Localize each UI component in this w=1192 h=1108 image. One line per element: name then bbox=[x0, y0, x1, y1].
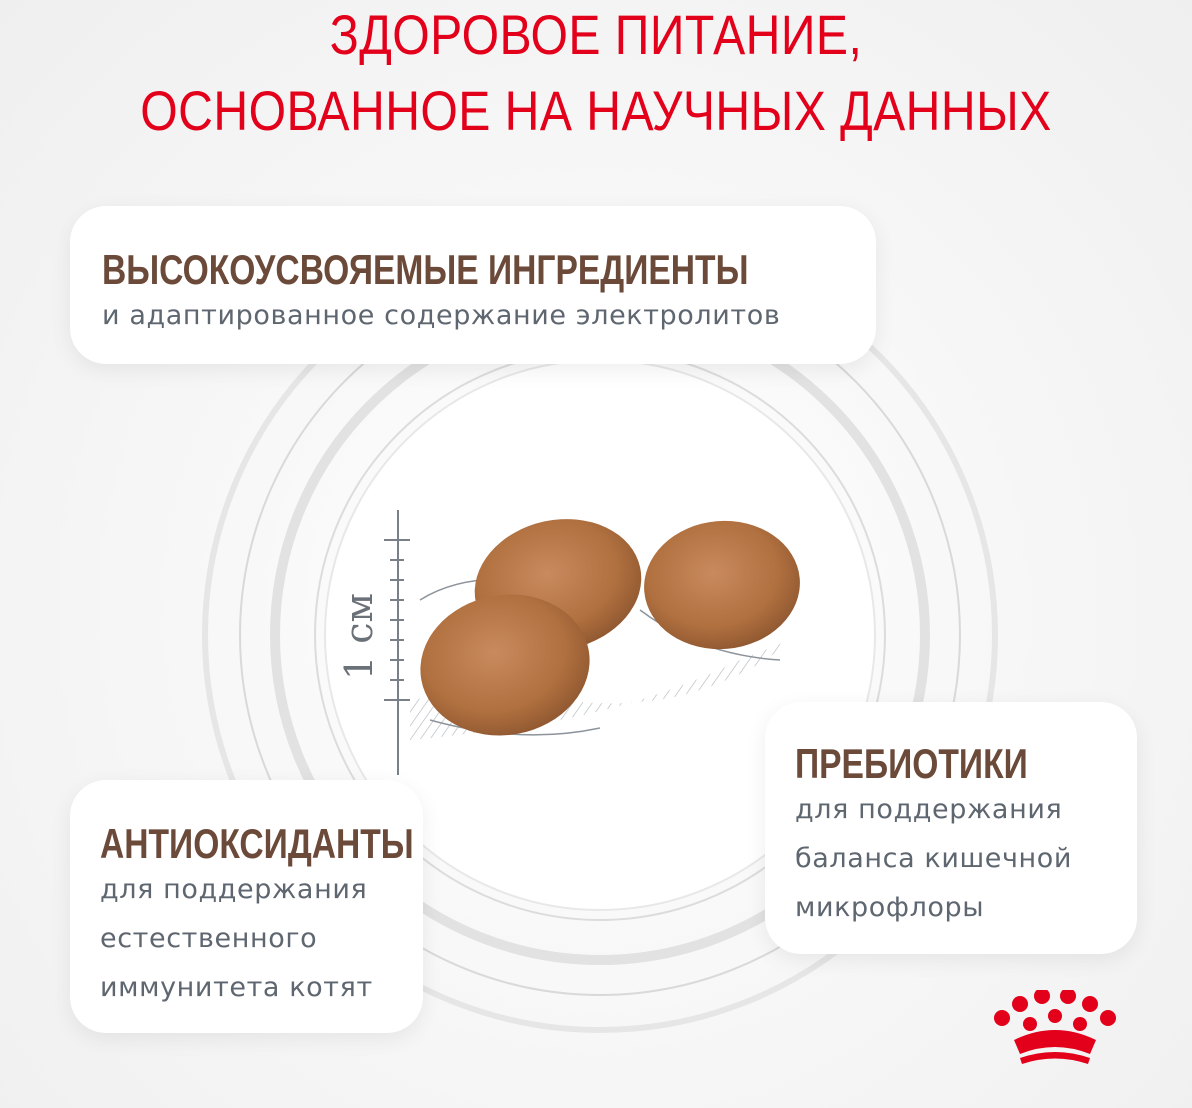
scale-label: 1 см bbox=[337, 592, 381, 680]
card-prebiotics-line-2: баланса кишечной bbox=[795, 843, 1073, 874]
card-prebiotics-line-3: микрофлоры bbox=[795, 892, 985, 923]
headline bbox=[0, 0, 1192, 170]
card-prebiotics-title: ПРЕБИОТИКИ bbox=[795, 740, 1028, 787]
card-antioxidants-line-3: иммунитета котят bbox=[100, 972, 373, 1003]
card-antioxidants bbox=[70, 780, 423, 1033]
card-antioxidants-line-2: естественного bbox=[100, 923, 318, 954]
card-antioxidants-line-1: для поддержания bbox=[100, 874, 368, 905]
card-ingredients-text: и адаптированное содержание электролитов bbox=[102, 300, 781, 331]
card-prebiotics-line-1: для поддержания bbox=[795, 794, 1063, 825]
crown-icon bbox=[990, 990, 1120, 1068]
card-antioxidants-title: АНТИОКСИДАНТЫ bbox=[100, 820, 414, 867]
headline-line-1: ЗДОРОВОЕ ПИТАНИЕ, bbox=[329, 3, 863, 66]
headline-line-2: ОСНОВАННОЕ НА НАУЧНЫХ ДАННЫХ bbox=[140, 79, 1052, 142]
card-prebiotics bbox=[765, 702, 1137, 954]
card-ingredients-title: ВЫСОКОУСВОЯЕМЫЕ ИНГРЕДИЕНТЫ bbox=[102, 246, 749, 293]
card-ingredients bbox=[70, 206, 876, 364]
